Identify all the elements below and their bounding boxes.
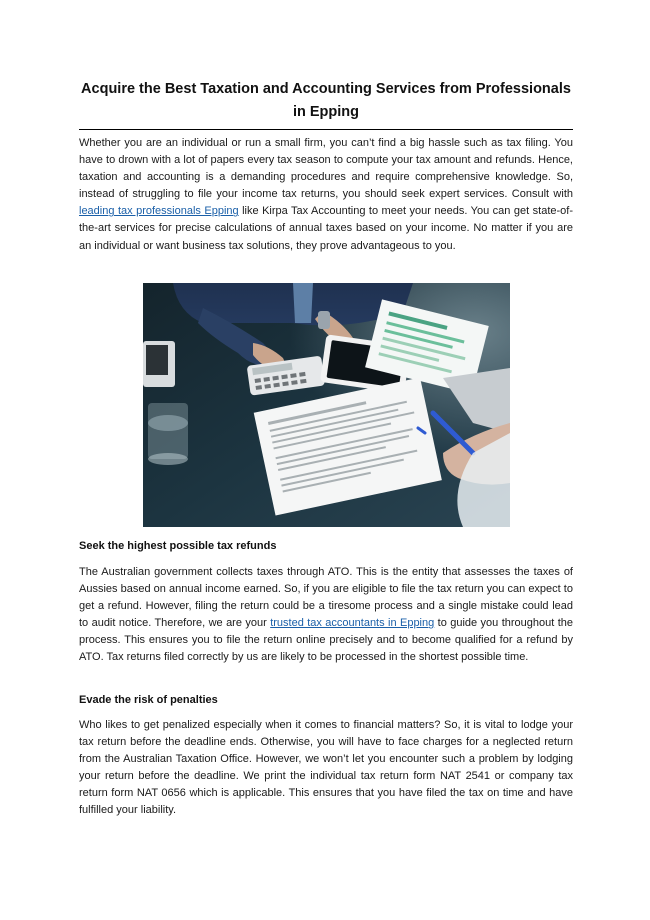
section-heading-penalties: Evade the risk of penalties [79,694,218,706]
leading-tax-professionals-link[interactable]: leading tax professionals Epping [79,205,239,218]
refunds-text-before: The Australian government collects taxes through ATO. This is the entity that assesses the taxes of Aussies based on annual income earned. So, if you are eligible to file the tax return you can expect to get a refund. However, filing the return could be a tiresome process and a single mistake could lead to audit notice. Therefore, we are your [79,566,573,630]
intro-text-before: Whether you are an individual or run a small firm, you can’t find a big hassle such as tax filing. You have to drown with a lot of papers every tax season to compute your tax amount and refunds. Hence, taxation and accounting is a demanding procedures and require comprehensive knowledge. So, instead of struggling to file your income tax returns, you should seek expert services. Consult with [79,137,573,201]
refunds-text-after: to guide you throughout the process. This ensures you to file the return online precisely and to become qualified for a refund by ATO. Tax returns filed correctly by us are likely to be processed in the shortest possible time. [79,617,573,664]
penalties-paragraph: Who likes to get penalized especially when it comes to financial matters? So, it is vital to lodge your tax return before the deadline ends. Otherwise, you will have to face charges for a neglected return from the Australian Taxation Office. However, we won’t let you encounter such a problem by lodging your return before the deadline. We print the individual tax return form NAT 2541 or company tax return form NAT 0656 which is applicable. This ensures that you have filed the tax on time and have fulfilled your liability. [79,719,573,817]
trusted-tax-accountants-link[interactable]: trusted tax accountants in Epping [270,617,435,630]
tax-documents-photo [143,283,510,527]
refunds-paragraph [79,564,573,667]
title-block [79,78,573,130]
intro-text-after: like Kirpa Tax Accounting to meet your needs. You can get state-of-the-art services for precise calculations of annual taxes based on your income. No matter if you are an individual or want business tax solutions, they prove advantageous to you. [79,205,574,252]
section-heading-refunds: Seek the highest possible tax refunds [79,540,277,552]
intro-paragraph [79,135,573,255]
page-title: Acquire the Best Taxation and Accounting Services from Professionals in Epping [81,81,571,120]
